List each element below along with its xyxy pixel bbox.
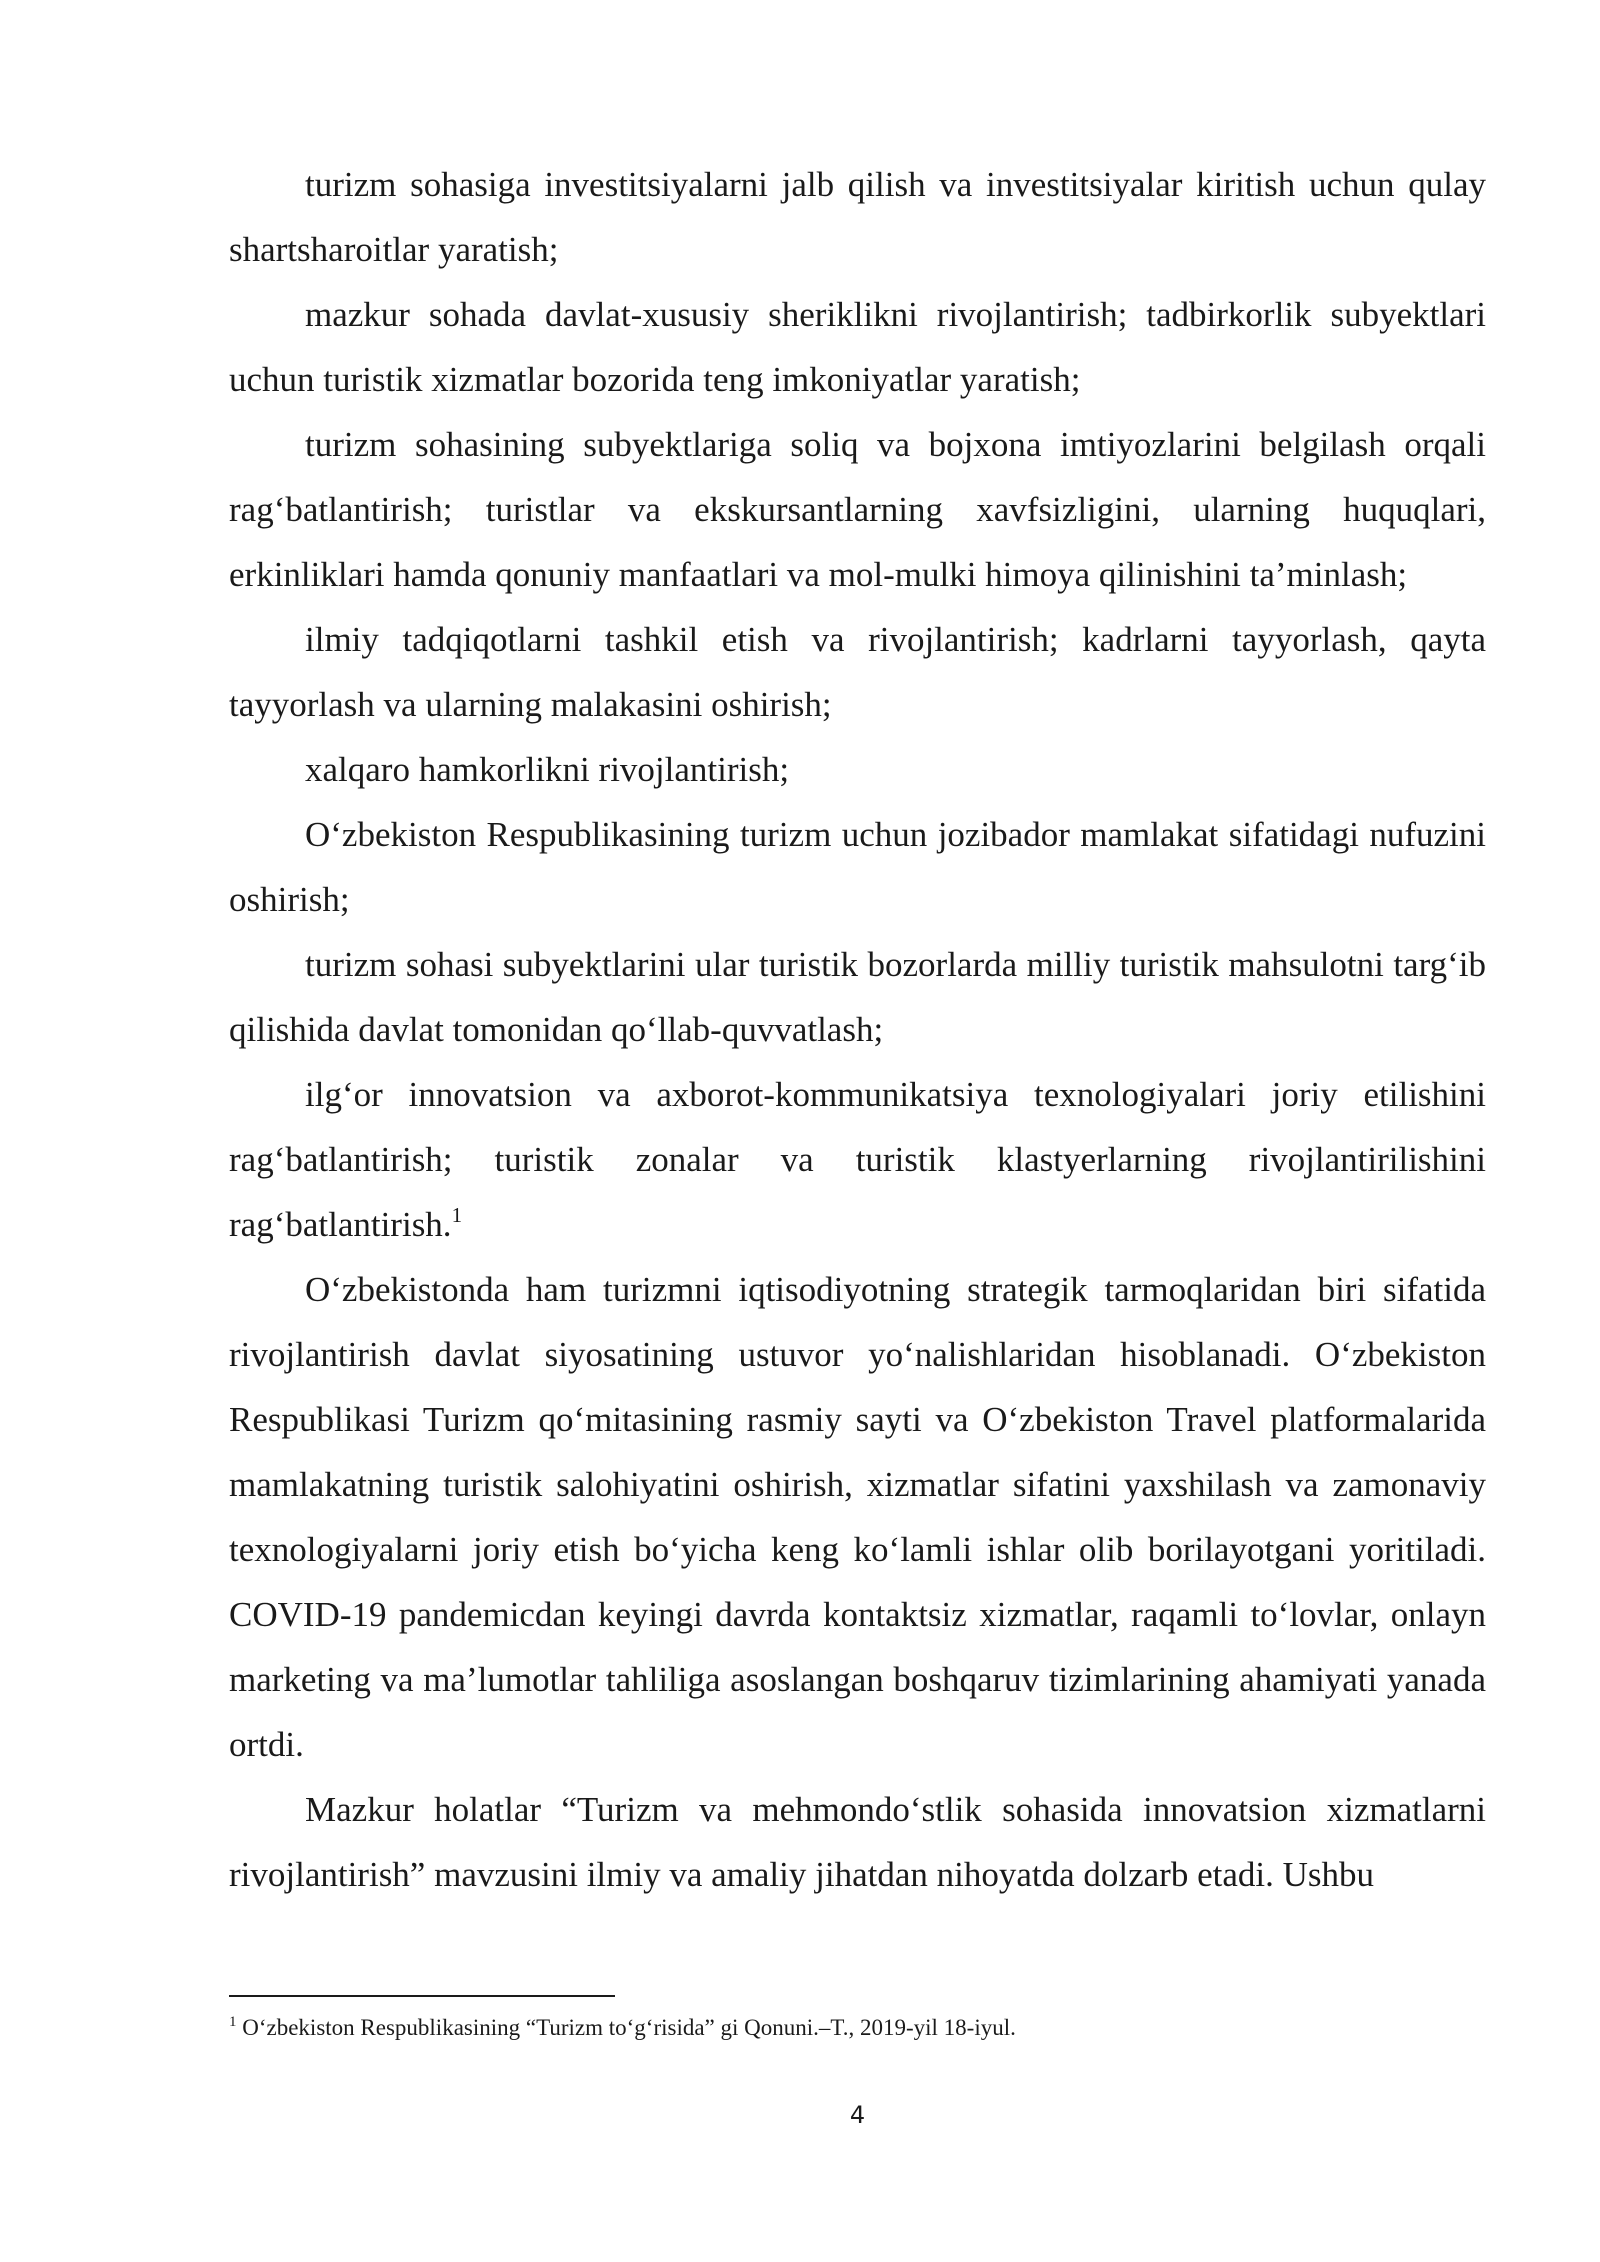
footnote bbox=[229, 2012, 1486, 2044]
footnote-text: O‘zbekiston Respublikasining “Turizm to‘g‘risida” gi Qonuni.–T., 2019-yil 18-iyul. bbox=[236, 2015, 1016, 2040]
paragraph: Mazkur holatlar “Turizm va mehmondo‘stlik sohasida innovatsion xizmatlarni rivojlantirish” mavzusini ilmiy va amaliy jihatdan nihoyatda dolzarb etadi. Ushbu bbox=[229, 1790, 1486, 1894]
paragraph: turizm sohasining subyektlariga soliq va bojxona imtiyozlarini belgilash orqali rag‘batlantirish; turistlar va ekskursantlarning xavfsizligini, ularning huquqlari, erkinliklari hamda qonuniy manfaatlari va mol-mulki himoya qilinishini ta’minlash; bbox=[229, 425, 1486, 594]
paragraph: ilmiy tadqiqotlarni tashkil etish va rivojlantirish; kadrlarni tayyorlash, qayta tayyorlash va ularning malakasini oshirish; bbox=[229, 620, 1486, 724]
paragraph: xalqaro hamkorlikni rivojlantirish; bbox=[305, 750, 790, 789]
paragraph-with-footnote bbox=[229, 1062, 1486, 1257]
footnote-reference[interactable]: 1 bbox=[451, 1203, 463, 1227]
page-number: 4 bbox=[849, 2101, 866, 2129]
body-text bbox=[229, 152, 1486, 1907]
footnote-separator bbox=[229, 1995, 615, 1997]
paragraph-text: ilg‘or innovatsion va axborot-kommunikatsiya texnologiyalari joriy etilishini rag‘batlantirish; turistik zonalar va turistik klastyerlarning rivojlantirilishini rag‘batlantirish. bbox=[229, 1075, 1486, 1244]
paragraph: O‘zbekistonda ham turizmni iqtisodiyotning strategik tarmoqlaridan biri sifatida rivojlantirish davlat siyosatining ustuvor yo‘nalishlaridan hisoblanadi. O‘zbekiston Respublikasi Turizm qo‘mitasining rasmiy sayti va O‘zbekiston Travel platformalarida mamlakatning turistik salohiyatini oshirish, xizmatlar sifatini yaxshilash va zamonaviy texnologiyalarni joriy etish bo‘yicha keng ko‘lamli ishlar olib borilayotgani yoritiladi. COVID-19 pandemicdan keyingi davrda kontaktsiz xizmatlar, raqamli to‘lovlar, onlayn marketing va ma’lumotlar tahliliga asoslangan boshqaruv tizimlarining ahamiyati yanada ortdi. bbox=[229, 1270, 1486, 1764]
paragraph: O‘zbekiston Respublikasining turizm uchun jozibador mamlakat sifatidagi nufuzini oshirish; bbox=[229, 815, 1486, 919]
paragraph: turizm sohasiga investitsiyalarni jalb qilish va investitsiyalar kiritish uchun qulay shartsharoitlar yaratish; bbox=[229, 165, 1486, 269]
paragraph: mazkur sohada davlat-xususiy sheriklikni rivojlantirish; tadbirkorlik subyektlari uchun turistik xizmatlar bozorida teng imkoniyatlar yaratish; bbox=[229, 295, 1486, 399]
footnote-marker: 1 bbox=[229, 2014, 237, 2030]
paragraph: turizm sohasi subyektlarini ular turistik bozorlarda milliy turistik mahsulotni targ‘ib qilishida davlat tomonidan qo‘llab-quvvatlash; bbox=[229, 945, 1486, 1049]
